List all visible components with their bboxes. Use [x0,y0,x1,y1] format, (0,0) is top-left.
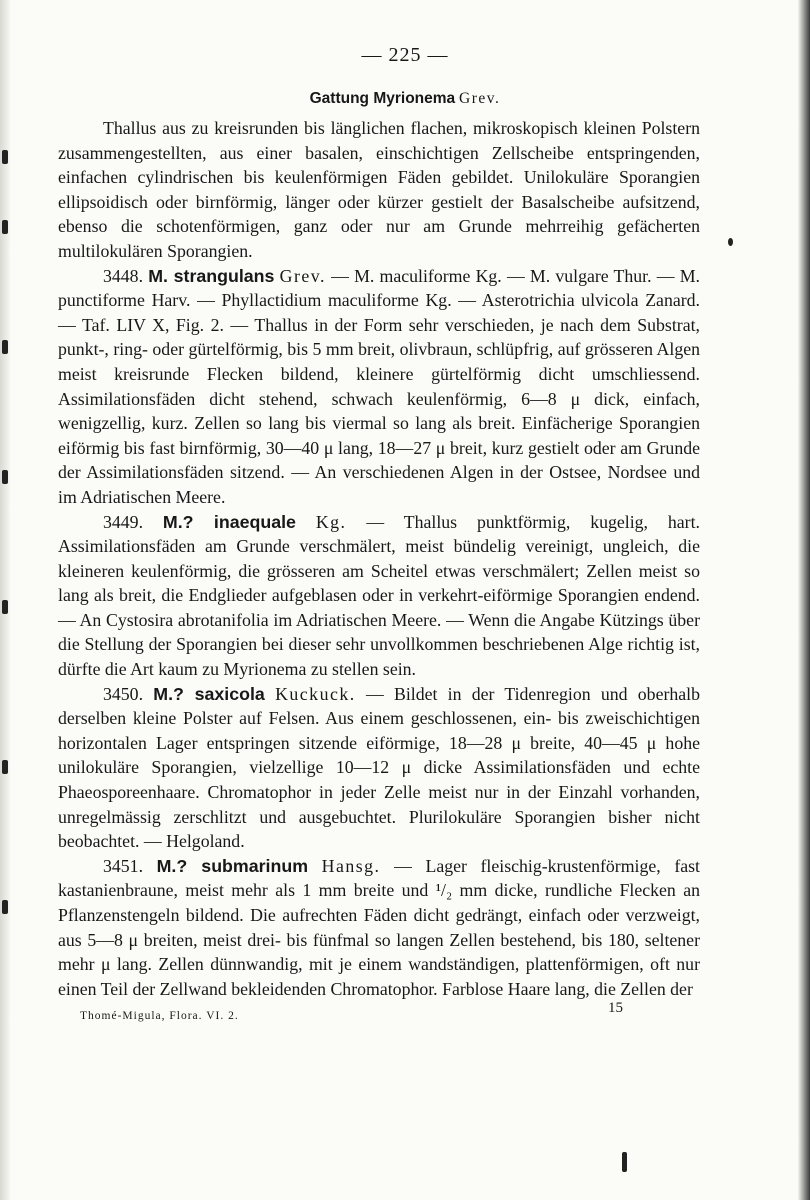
species-number: 3450. [103,683,144,704]
species-author: Kg. [315,511,347,532]
page-body [58,116,700,1001]
species-number: 3449. [103,511,144,532]
species-author: Grev. [279,265,326,286]
species-entry [58,510,700,682]
species-description: — Lager fleischig-krustenförmige, fast kastanienbraune, meist mehr als 1 mm breite und ¹/₂ mm dicke, rundliche Flecken an Pflanzenstengeln bildend. Die aufrechten Fäden dicht gedrängt, einfach oder verzweigt, aus 5—8 μ breiten, meist drei- bis fünfmal so langen Zellen bestehend, bis 180, seltener mehr μ lang. Zellen dünnwandig, mit je einem wandständigen, plattenförmigen, oft nur einen Teil der Zellwand bekleidenden Chromatophor. Farblose Haare lang, die Zellen der [58,855,700,999]
species-number: 3451. [103,855,144,876]
genus-name: Gattung Myrionema [309,90,456,107]
margin-mark [2,760,8,774]
species-entry [58,854,700,1002]
margin-mark [2,470,8,484]
species-name: M.? inaequale [162,511,296,532]
species-name: M. strangulans [148,265,275,286]
margin-mark [2,150,8,164]
page-edge-right [798,0,810,1200]
ink-spot [728,238,733,246]
section-heading [0,90,810,108]
signature-mark: 15 [608,1000,623,1016]
genus-description: Thallus aus zu kreisrunden bis länglichen flachen, mikroskopisch kleinen Polstern zusammengestellten, aus einer basalen, einschichtigen Zellscheibe entspringenden, einfachen cylindrischen bis keulenförmigen Fäden gebildet. Unilokuläre Sporangien ellipsoidisch oder birnförmig, länger oder kürzer gestielt der Basalscheibe aufsitzend, ebenso die schotenförmigen, ganz oder nur am Grunde mehrreihig gefächerten multilokulären Sporangien. [58,118,700,261]
species-description: — Bildet in der Tidenregion und oberhalb derselben kleine Polster auf Felsen. Aus einem geschlossenen, ein- bis zweischichtigen horizontalen Lager entspringen sitzende eiförmige, 18—28 μ breite, 40—45 μ hohe unilokuläre Sporangien, vielzellige 10—12 μ dicke Assimilationsfäden und echte Phaeosporeenhaare. Chromatophor in jeder Zelle meist nur in der Einzahl vorhanden, unregelmässig zerschlitzt und ausgebuchtet. Plurilokuläre Sporangien bisher nicht beobachtet. — Helgoland. [58,683,701,852]
genus-author: Grev. [459,90,501,107]
species-author: Hansg. [321,855,381,876]
species-name: M.? submarinum [156,855,309,876]
species-description: — M. maculiforme Kg. — M. vulgare Thur. — M. punctiforme Harv. — Phyllactidium maculiforme Kg. — Asterotrichia ulvicola Zanard. — Taf. LIV X, Fig. 2. — Thallus in der Form sehr verschieden, je nach dem Substrat, punkt-, ring- oder gürtelförmig, bis 5 mm breit, olivbraun, schlüpfrig, auf grösseren Algen meist kreisrunde Flecken bildend, kleinere gürtelförmig dicht umschliessend. Assimilationsfäden dicht stehend, schwach keulenförmig, 6—8 μ dick, einfach, wenigzellig, kurz. Zellen so lang bis viermal so lang als breit. Einfächerige Sporangien eiförmig bis fast birnförmig, 30—40 μ lang, 18—27 μ breit, kurz gestielt oder am Grunde der Assimilationsfäden sitzend. — An verschiedenen Algen in der Ostsee, Nordsee und im Adriatischen Meere. [58,265,700,507]
species-name: M.? saxicola [153,683,265,704]
margin-mark [2,600,8,614]
margin-mark [2,220,8,234]
ink-spot [622,1152,627,1172]
species-description: — Thallus punktförmig, kugelig, hart. Assimilationsfäden am Grunde verschmälert, meist bündelig vereinigt, ungleich, die kleineren keulenförmig, die grösseren am Scheitel etwas verschmälert; Zellen meist so lang als breit, die Endglieder aufgeblasen oder in verkehrt-eiförmige Sporangien endend. — An Cystosira abrotanifolia im Adriatischen Meere. — Wenn die Angabe Kützings über die Stellung der Sporangien bei dieser sehr unvollkommen beschriebenen Alge richtig ist, dürfte die Art kaum zu Myrionema zu stellen sein. [58,511,700,680]
margin-mark [2,340,8,354]
footer-citation: Thomé-Migula, Flora. VI. 2. [80,1010,239,1022]
page-number: — 225 — [361,44,449,66]
margin-mark [2,900,8,914]
species-entry [58,264,700,510]
species-author: Kuckuck. [275,683,356,704]
species-entry [58,682,700,854]
species-number: 3448. [103,265,144,286]
